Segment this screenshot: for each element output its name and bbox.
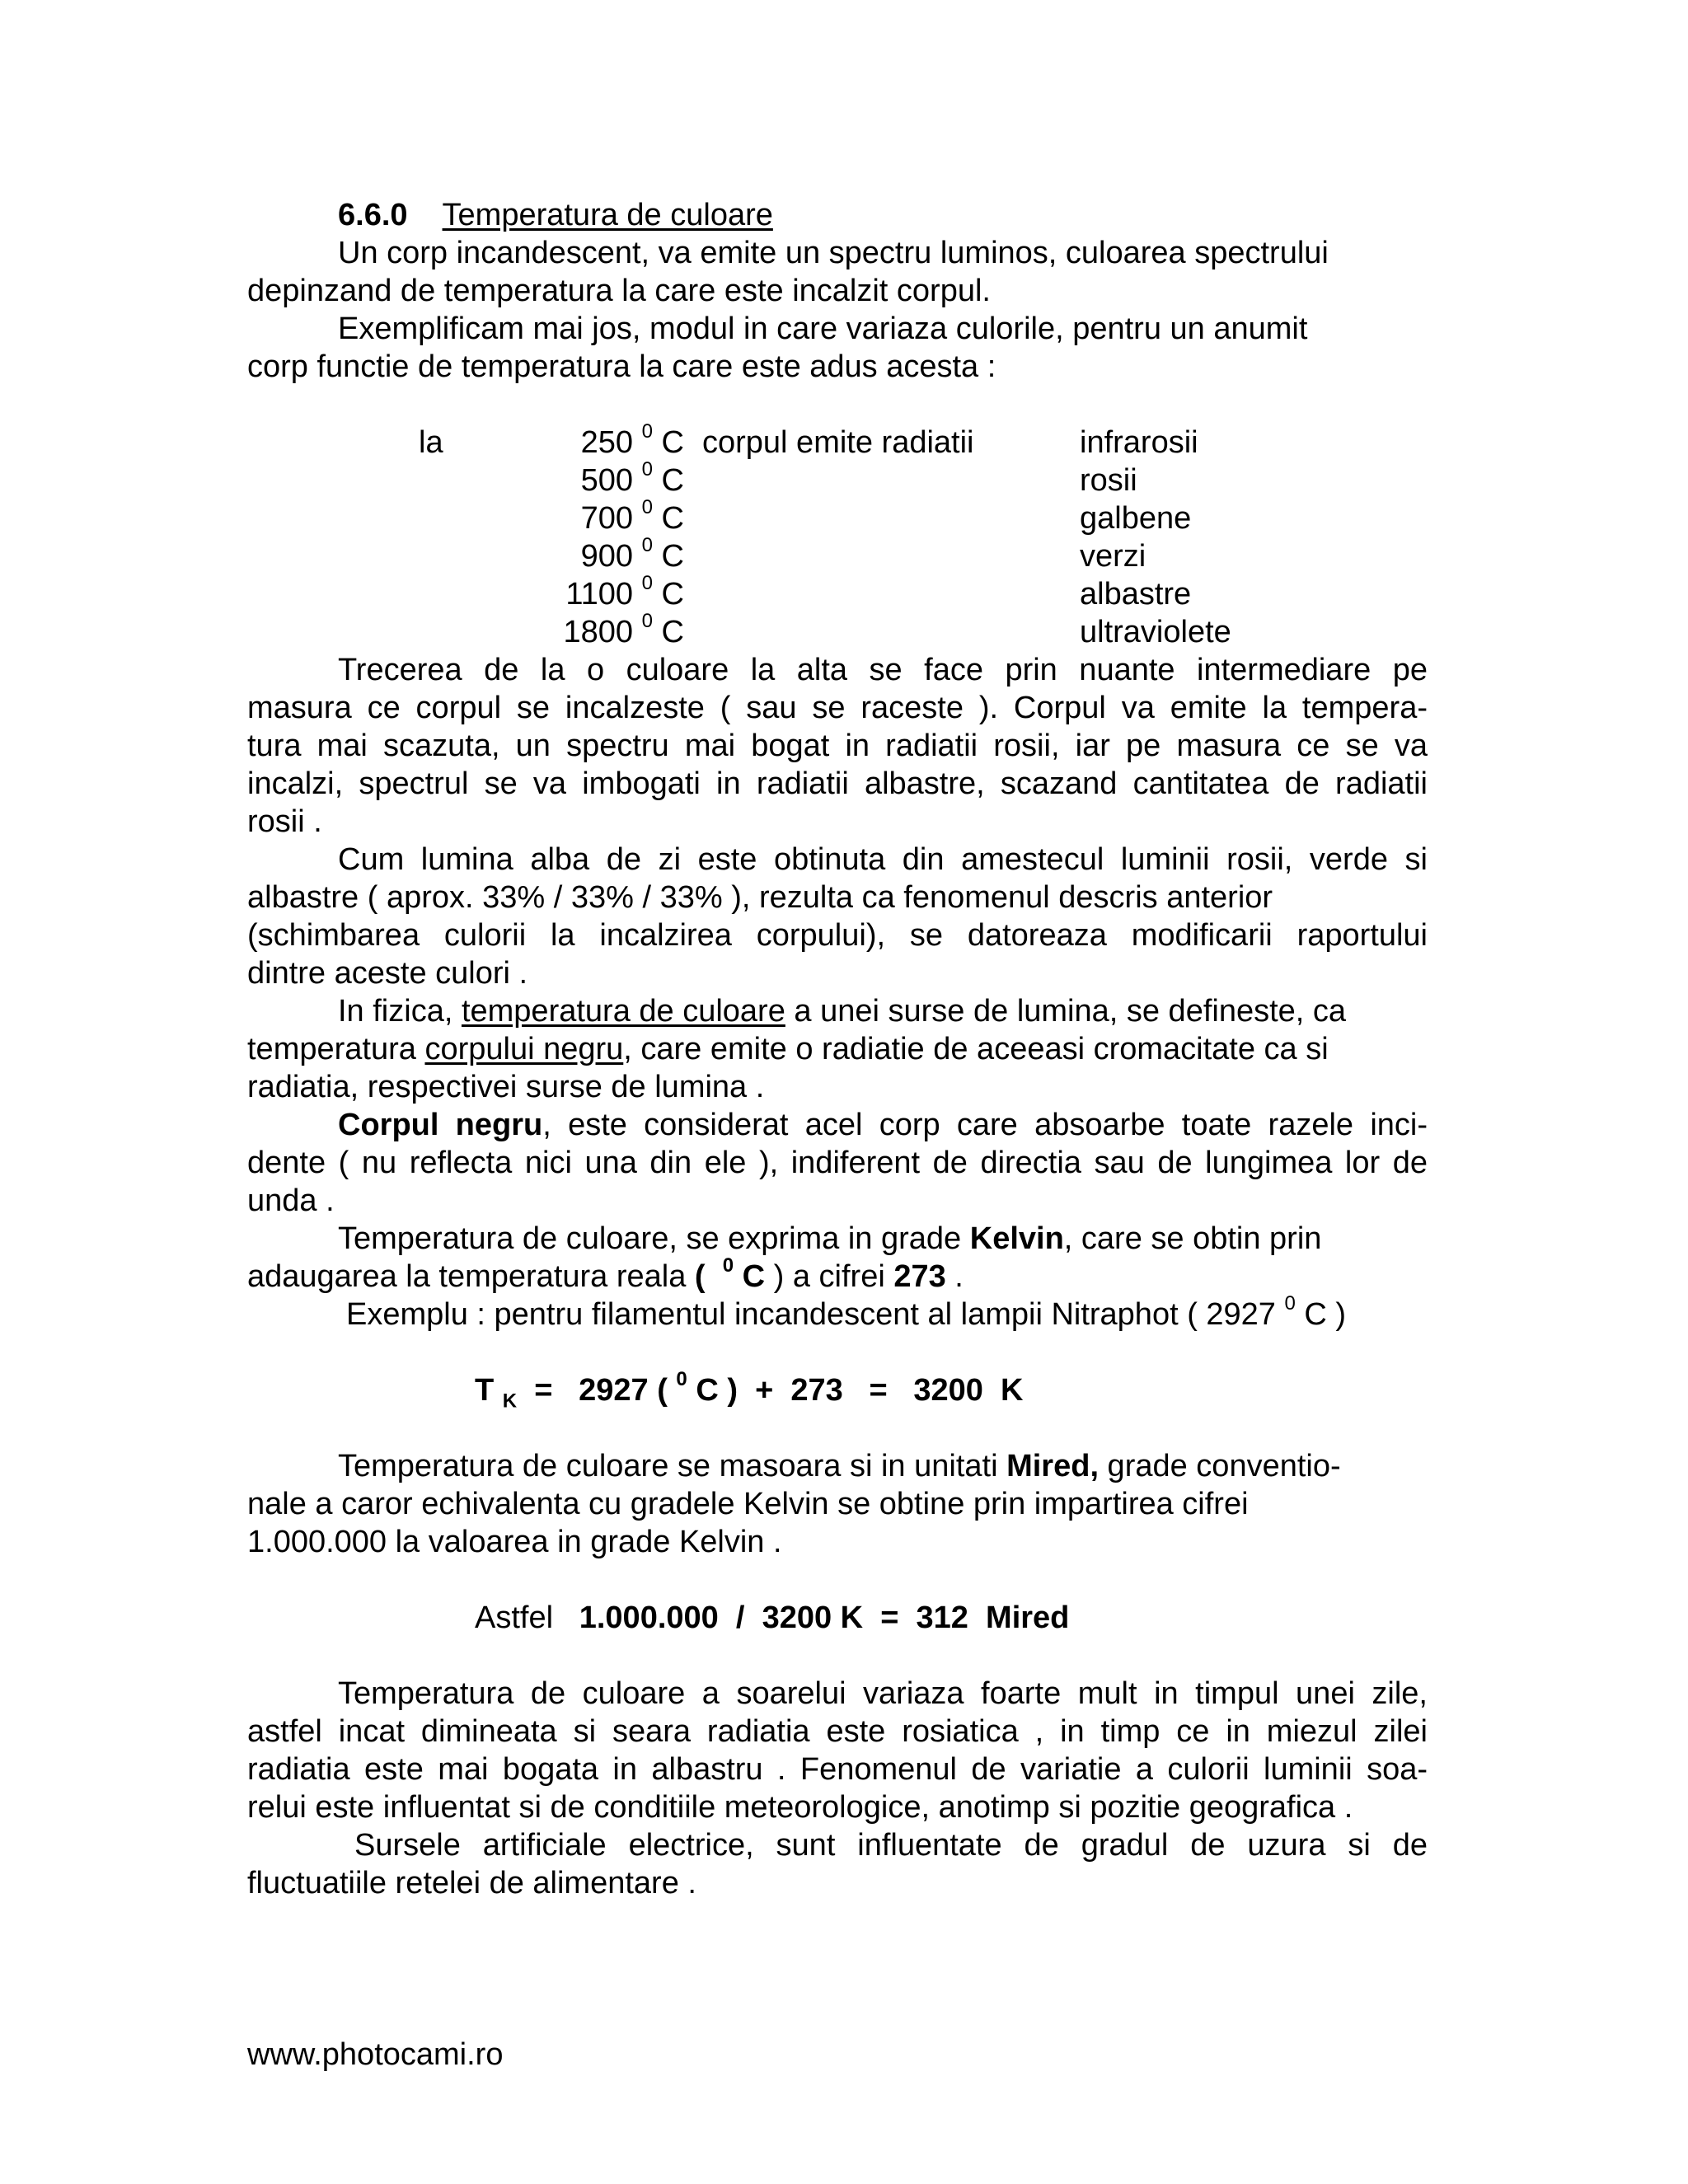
formula-expression: 1.000.000 / 3200 K = 312 Mired <box>579 1601 1070 1635</box>
para5-line1 <box>338 992 1346 1030</box>
para4-line4: dintre aceste culori . <box>247 956 528 991</box>
term-color-temperature: temperatura de culoare <box>461 994 785 1029</box>
term-kelvin: Kelvin <box>969 1221 1064 1256</box>
temp-number: 900 <box>580 539 634 574</box>
para9-line2: astfel incat dimineata si seara radiatia este rosiatica , in timp ce in miezul zilei <box>247 1714 1428 1749</box>
para3-line3: tura mai scazuta, un spectru mai bogat in radiatii rosii, iar pe masura ce se va <box>247 729 1428 763</box>
para9-line1: Temperatura de culoare a soarelui variaza foarte mult in timpul unei zile, <box>338 1676 1428 1711</box>
para6-line1 <box>338 1106 1428 1144</box>
radiation-color: infrarosii <box>1080 425 1198 460</box>
example-text: Exemplu : pentru filamentul incandescent al lampii Nitraphot ( 2927 <box>346 1297 1285 1332</box>
para8-line2: nale a caror echivalenta cu gradele Kelvin se obtine prin impartirea cifrei <box>247 1487 1249 1521</box>
term-mired: Mired, <box>1006 1449 1099 1483</box>
degree-mark: 0 <box>641 572 653 595</box>
para7-text: adaugarea la temperatura reala <box>247 1259 695 1294</box>
para7-line1 <box>338 1220 1321 1258</box>
para8-line1 <box>338 1447 1341 1485</box>
term-corpul-negru: Corpul negru <box>338 1108 543 1142</box>
unit-celsius: C <box>661 615 684 649</box>
example-text: C ) <box>1295 1297 1347 1332</box>
temp-table-row <box>305 496 1294 537</box>
temp-number: 250 <box>580 425 634 460</box>
temp-table-first-row-text: corpul emite radiatii <box>702 425 974 460</box>
para4-line2: albastre ( aprox. 33% / 33% / 33% ), rezulta ca fenomenul descris anterior <box>247 880 1273 915</box>
para7-text: ) a cifrei <box>765 1259 894 1294</box>
temp-table-row <box>305 572 1294 613</box>
degree-mark: 0 <box>641 458 653 481</box>
degree-mark: 0 <box>722 1254 734 1277</box>
degree-mark: 0 <box>641 610 653 633</box>
para1-line2: depinzand de temperatura la care este incalzit corpul. <box>247 274 991 308</box>
temp-value <box>305 572 684 613</box>
radiation-color: ultraviolete <box>1080 615 1231 649</box>
formula-kelvin <box>475 1368 1024 1413</box>
section-number: 6.6.0 <box>338 198 408 232</box>
para7-text: Temperatura de culoare, se exprima in grade <box>338 1221 970 1256</box>
degree-mark: 0 <box>641 534 653 557</box>
para9-line3: radiatia este mai bogata in albastru . Fenomenul de variatie a culorii luminii soa- <box>247 1752 1428 1787</box>
temp-number: 700 <box>580 501 634 536</box>
para3-line4: incalzi, spectrul se va imbogati in radiatii albastre, scazand cantitatea de radiatii <box>247 766 1428 801</box>
formula-text: C ) + 273 = 3200 K <box>687 1373 1024 1408</box>
para5-line2 <box>247 1030 1329 1068</box>
degree-mark: 0 <box>641 496 653 519</box>
term-black-body: corpului negru <box>424 1032 624 1066</box>
temp-table-row <box>305 458 1294 499</box>
para8-text: Temperatura de culoare se masoara si in unitati <box>338 1449 1007 1483</box>
para1-line1: Un corp incandescent, va emite un spectru luminos, culoarea spectrului <box>338 236 1329 270</box>
radiation-color: albastre <box>1080 577 1192 612</box>
para5-text: a unei surse de lumina, se defineste, ca <box>785 994 1347 1029</box>
formula-subscript: K <box>502 1390 518 1413</box>
temp-number: 1100 <box>565 577 634 612</box>
temp-value <box>305 458 684 499</box>
temp-number: 1800 <box>563 615 634 649</box>
temp-value <box>305 610 684 651</box>
para3-line2: masura ce corpul se incalzeste ( sau se raceste ). Corpul va emite la tempera- <box>247 691 1428 725</box>
formula-label: Astfel <box>475 1601 554 1635</box>
para4-line1: Cum lumina alba de zi este obtinuta din amestecul luminii rosii, verde si <box>338 842 1428 877</box>
para7-text: , care se obtin prin <box>1063 1221 1322 1256</box>
para3-line1: Trecerea de la o culoare la alta se face prin nuante intermediare pe <box>338 653 1428 687</box>
para5-text: In fizica, <box>338 994 462 1029</box>
para7-text: . <box>945 1259 964 1294</box>
unit-celsius: C <box>661 501 684 536</box>
para8-line3: 1.000.000 la valoarea in grade Kelvin . <box>247 1525 782 1559</box>
degree-mark: 0 <box>641 420 653 443</box>
unit-celsius: C <box>742 1259 766 1294</box>
degree-mark: 0 <box>676 1368 687 1391</box>
para2-line1: Exemplificam mai jos, modul in care variaza culorile, pentru un anumit <box>338 312 1308 346</box>
example-line <box>346 1292 1347 1333</box>
para10-line1: Sursele artificiale electrice, sunt influentate de gradul de uzura si de <box>354 1828 1428 1863</box>
para3-line5: rosii . <box>247 804 322 839</box>
para4-line3: (schimbarea culorii la incalzirea corpului), se datoreaza modificarii raportului <box>247 918 1428 953</box>
unit-celsius: C <box>661 425 684 460</box>
formula-text: = 2927 ( <box>517 1373 677 1408</box>
unit-celsius: C <box>661 577 684 612</box>
para9-line4: relui este influentat si de conditiile meteorologice, anotimp si pozitie geografica . <box>247 1790 1353 1825</box>
para5-line3: radiatia, respectivei surse de lumina . <box>247 1070 765 1104</box>
para8-text: grade conventio- <box>1099 1449 1341 1483</box>
para5-text: , care emite o radiatie de aceeasi cromacitate ca si <box>623 1032 1329 1066</box>
unit-celsius: C <box>661 463 684 498</box>
temp-value <box>305 496 684 537</box>
temp-table-prefix: la <box>419 425 443 460</box>
formula-mired <box>475 1599 1069 1637</box>
degree-mark: 0 <box>1284 1292 1296 1315</box>
section-heading <box>338 196 773 234</box>
formula-symbol: T <box>475 1373 495 1408</box>
unit-celsius: C <box>661 539 684 574</box>
footer-url: www.photocami.ro <box>247 2037 504 2072</box>
radiation-color: rosii <box>1080 463 1137 498</box>
radiation-color: verzi <box>1080 539 1146 574</box>
para6-line2: dente ( nu reflecta nici una din ele ), indiferent de directia sau de lungimea lor de <box>247 1146 1428 1180</box>
para6-text: , este considerat acel corp care absoarbe toate razele inci- <box>542 1108 1428 1142</box>
para10-line2: fluctuatiile retelei de alimentare . <box>247 1866 696 1900</box>
temp-number: 500 <box>580 463 634 498</box>
para7-line2 <box>247 1254 964 1296</box>
temp-table-row <box>305 420 1294 462</box>
temp-table-row <box>305 534 1294 575</box>
section-title: Temperatura de culoare <box>442 198 773 232</box>
temp-value <box>305 420 684 462</box>
para2-line2: corp functie de temperatura la care este adus acesta : <box>247 349 996 384</box>
paren: ( <box>694 1259 706 1294</box>
radiation-color: galbene <box>1080 501 1192 536</box>
temp-value <box>305 534 684 575</box>
number-273: 273 <box>893 1259 946 1294</box>
temp-table-row <box>305 610 1294 651</box>
para6-line3: unda . <box>247 1183 335 1218</box>
para5-text: temperatura <box>247 1032 425 1066</box>
